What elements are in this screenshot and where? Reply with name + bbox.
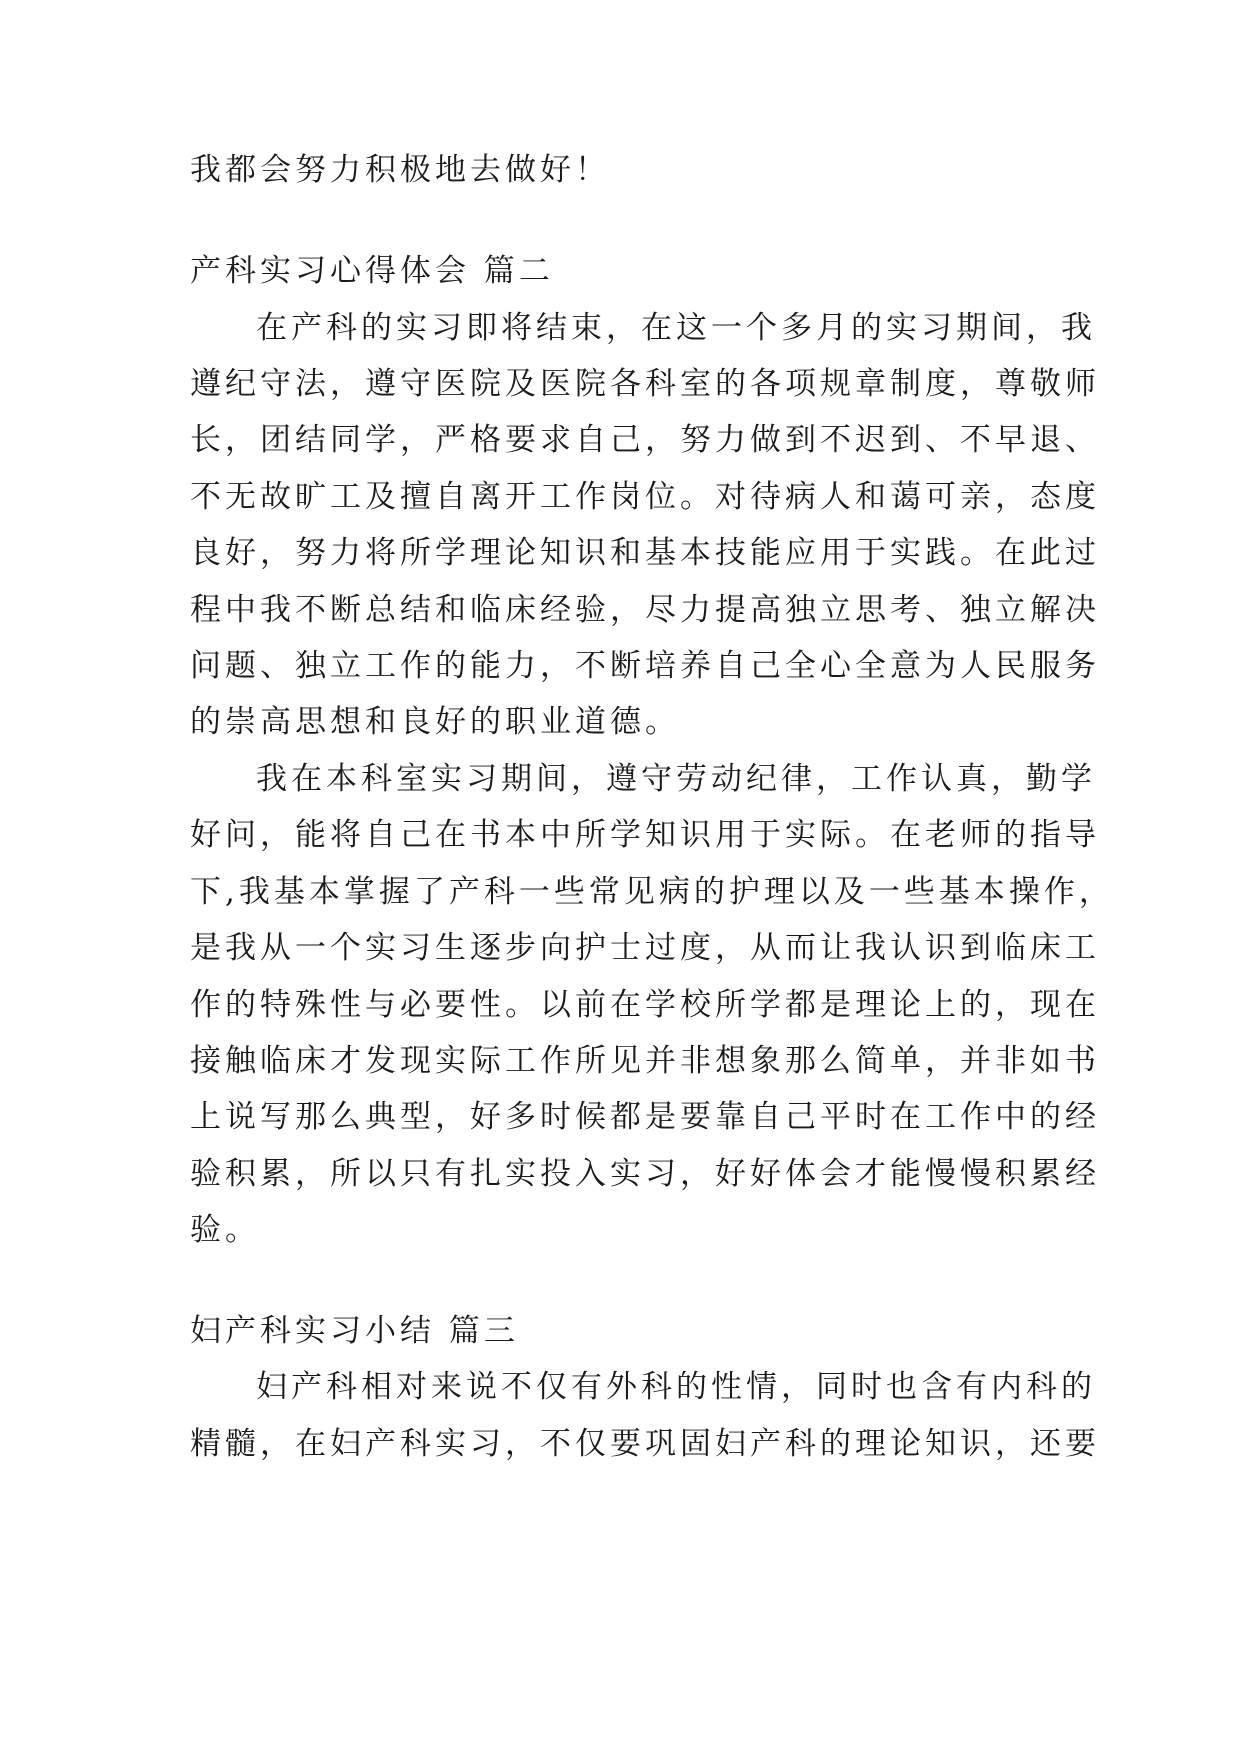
text-line: 是我从一个实习生逐步向护士过度，从而让我认识到临床工 (190, 930, 1100, 966)
text-line: 在产科的实习即将结束，在这一个多月的实习期间，我 (256, 310, 1096, 346)
text-line: 的崇高思想和良好的职业道德。 (190, 704, 680, 740)
text-line: 不无故旷工及擅自离开工作岗位。对待病人和蔼可亲，态度 (190, 479, 1100, 515)
text-line: 长，团结同学，严格要求自己，努力做到不迟到、不早退、 (190, 422, 1100, 458)
text-line: 问题、独立工作的能力，不断培养自己全心全意为人民服务 (190, 648, 1100, 684)
text-line: 我都会努力积极地去做好！ (190, 152, 610, 188)
text-line: 接触临床才发现实际工作所见并非想象那么简单，并非如书 (190, 1043, 1100, 1079)
text-line: 好问，能将自己在书本中所学知识用于实际。在老师的指导 (190, 817, 1100, 853)
section-heading-3: 妇产科实习小结 篇三 (190, 1313, 519, 1349)
text-line: 下,我基本掌握了产科一些常见病的护理以及一些基本操作， (190, 874, 1114, 910)
text-line: 程中我不断总结和临床经验，尽力提高独立思考、独立解决 (190, 592, 1100, 628)
text-line: 妇产科相对来说不仅有外科的性情，同时也含有内科的 (256, 1369, 1096, 1405)
section-heading-2: 产科实习心得体会 篇二 (190, 253, 554, 289)
text-line: 验积累，所以只有扎实投入实习，好好体会才能慢慢积累经 (190, 1156, 1100, 1192)
text-line: 遵纪守法，遵守医院及医院各科室的各项规章制度，尊敬师 (190, 366, 1100, 402)
text-line: 精髓，在妇产科实习，不仅要巩固妇产科的理论知识，还要 (190, 1426, 1100, 1462)
text-line: 作的特殊性与必要性。以前在学校所学都是理论上的，现在 (190, 987, 1100, 1023)
text-line: 验。 (190, 1212, 260, 1248)
text-line: 上说写那么典型，好多时候都是要靠自己平时在工作中的经 (190, 1099, 1100, 1135)
text-line: 良好，努力将所学理论知识和基本技能应用于实践。在此过 (190, 535, 1100, 571)
text-line: 我在本科室实习期间，遵守劳动纪律，工作认真，勤学 (256, 761, 1096, 797)
